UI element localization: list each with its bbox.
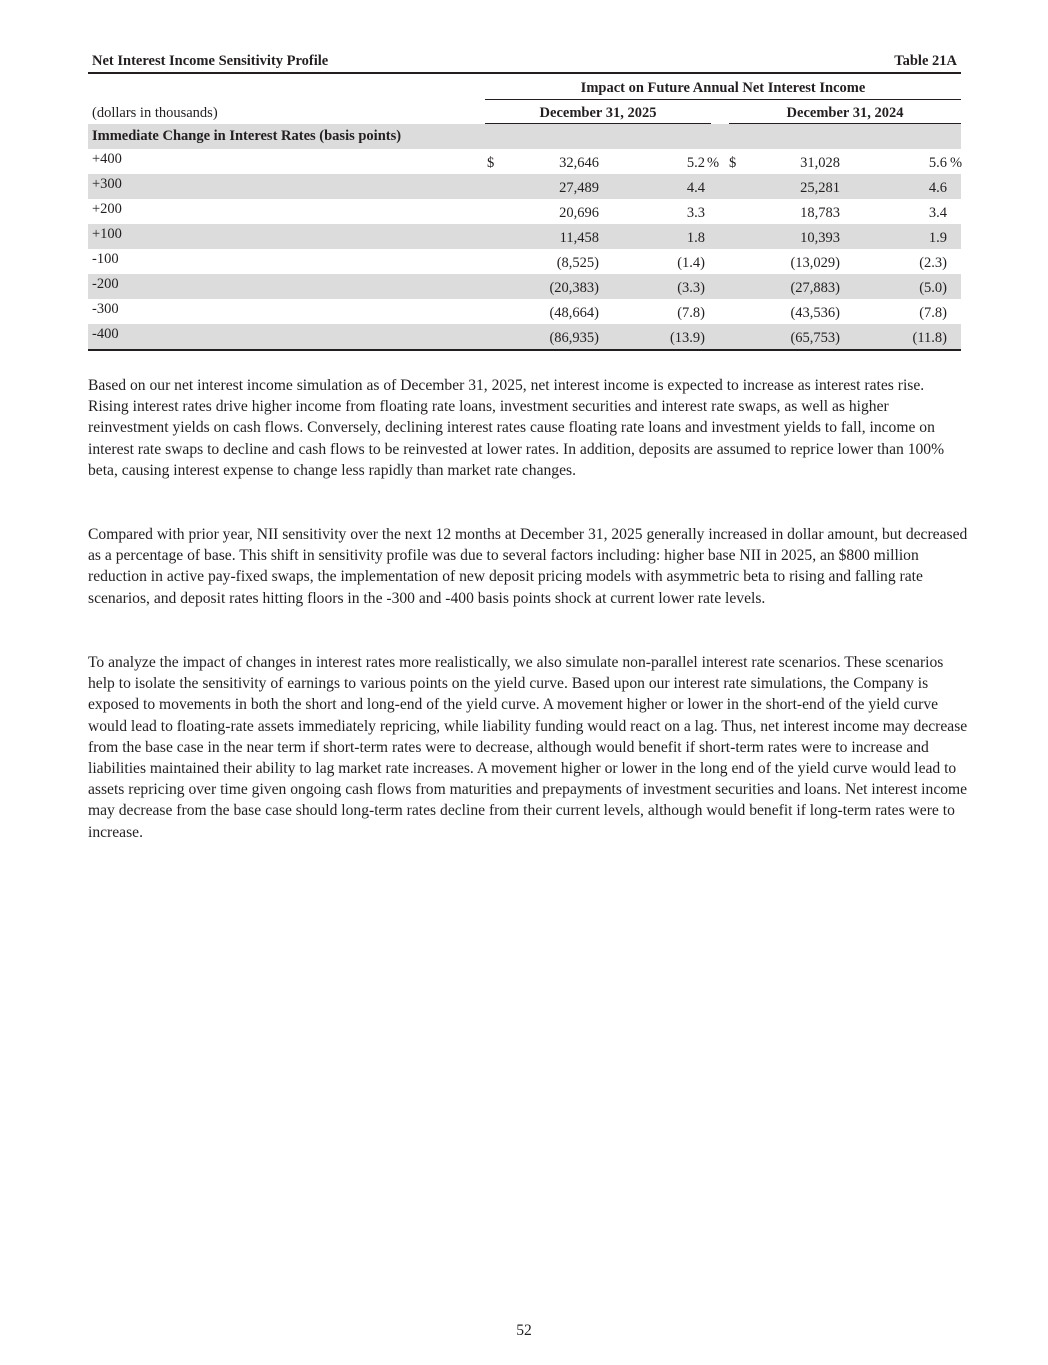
value-2025: 20,696 [559, 205, 599, 221]
table-row [88, 324, 961, 349]
impact-header-row [88, 74, 961, 99]
value-2024: (65,753) [790, 330, 840, 346]
value-2024: 31,028 [800, 155, 840, 171]
value-2024: 10,393 [800, 230, 840, 246]
percent-2024: 4.6 [928, 180, 947, 196]
paragraph-2: Compared with prior year, NII sensitivity over the next 12 months at December 31, 2025 generally increased in dollar amount, but decreased as a percentage of base. This shift in sensitivity profile was due to several factors including: higher base NII in 2025, an $800 million reduction in active pay-fixed swaps, the implementation of new deposit pricing models with asymmetric beta to rising and falling rate scenarios, and deposit rates hitting floors in the -300 and -400 basis points shock at current lower rate levels. [88, 526, 968, 607]
value-2025: 32,646 [559, 155, 599, 171]
row-label: +200 [92, 201, 122, 217]
table-row [88, 299, 961, 324]
table-title: Net Interest Income Sensitivity Profile [92, 53, 329, 69]
percent-symbol-2025: % [707, 155, 720, 171]
paragraph-1: Based on our net interest income simulation as of December 31, 2025, net interest income is expected to increase as interest rates rise. Rising interest rates drive higher income from floating rate loans, investment securities and interest rate swaps, as well as higher reinvestment yields on cash flows. Conversely, declining interest rates cause floating rate loans and investment yields to fall, income on interest rate swaps to decline and cash flows to be reinvested at lower rates. In addition, deposits are assumed to reprice lower than 100% beta, causing interest expense to change less rapidly than market rate changes. [88, 377, 945, 479]
percent-2024: 5.6 [928, 155, 947, 171]
row-label: +400 [92, 151, 122, 167]
table-row [88, 274, 961, 299]
value-2025: (86,935) [549, 330, 599, 346]
percent-2025: (1.4) [677, 255, 705, 271]
value-2024: (43,536) [790, 305, 840, 321]
period-2025-header: December 31, 2025 [485, 105, 711, 124]
percent-2024: (7.8) [919, 305, 947, 321]
value-2025: (8,525) [556, 255, 599, 271]
value-2024: 25,281 [800, 180, 840, 196]
table-row [88, 199, 961, 224]
row-label: +300 [92, 176, 122, 192]
sensitivity-table [88, 50, 961, 351]
paragraph-3: To analyze the impact of changes in interest rates more realistically, we also simulate non-parallel interest rate scenarios. These scenarios help to isolate the sensitivity of earnings to various points on the yield curve. Based upon our interest rate simulations, the Company is exposed to movements in both the short and long-end of the yield curve. A movement higher or lower in the short-end of the yield curve would lead to floating-rate assets immediately repricing, while liability funding would react on a lag. Thus, net interest income may decrease from the base case in the near term if short-term rates were to decrease, although would benefit if short-term rates were to increase and liabilities maintained their ability to lag market rate increases. A movement higher or lower in the long end of the yield curve would lead to assets repricing over time given ongoing cash flows from maturities and prepayments of investment securities and loans. Net interest income may decrease from the base case should long-term rates decline from their current levels, although would benefit if long-term rates were to increase. [88, 654, 968, 841]
percent-2025: (7.8) [677, 305, 705, 321]
percent-2025: 1.8 [686, 230, 705, 246]
percent-symbol-2024: % [950, 155, 963, 171]
row-label: -200 [92, 276, 119, 292]
currency-symbol-2024: $ [729, 155, 737, 171]
value-2025: 27,489 [559, 180, 599, 196]
table-row [88, 149, 961, 174]
row-label: -100 [92, 251, 119, 267]
percent-2025: 4.4 [686, 180, 705, 196]
percent-2024: (11.8) [912, 330, 947, 346]
currency-symbol-2025: $ [487, 155, 495, 171]
table-id: Table 21A [894, 53, 957, 69]
value-2025: 11,458 [559, 230, 599, 246]
table-body [88, 149, 961, 351]
row-label: -300 [92, 301, 119, 317]
page-number: 52 [516, 1322, 532, 1339]
value-2024: (13,029) [790, 255, 840, 271]
value-2025: (48,664) [549, 305, 599, 321]
percent-2024: 1.9 [928, 230, 947, 246]
value-2025: (20,383) [549, 280, 599, 296]
value-2024: (27,883) [790, 280, 840, 296]
table-row [88, 174, 961, 199]
table-title-row [88, 50, 961, 74]
column-header-row [88, 99, 961, 124]
percent-2025: (3.3) [677, 280, 705, 296]
percent-2024: 3.4 [928, 205, 947, 221]
impact-header: Impact on Future Annual Net Interest Income [485, 80, 961, 100]
value-2024: 18,783 [800, 205, 840, 221]
percent-2025: (13.9) [669, 330, 705, 346]
percent-2024: (2.3) [919, 255, 947, 271]
row-label: +100 [92, 226, 122, 242]
table-row [88, 249, 961, 274]
period-2024-header: December 31, 2024 [729, 105, 961, 124]
section-label: Immediate Change in Interest Rates (basis points) [92, 128, 402, 144]
row-label: -400 [92, 326, 119, 342]
unit-label: (dollars in thousands) [92, 105, 218, 121]
percent-2025: 3.3 [686, 205, 705, 221]
percent-2025: 5.2 [686, 155, 705, 171]
percent-2024: (5.0) [919, 280, 947, 296]
section-header-row [88, 124, 961, 149]
table-row [88, 224, 961, 249]
